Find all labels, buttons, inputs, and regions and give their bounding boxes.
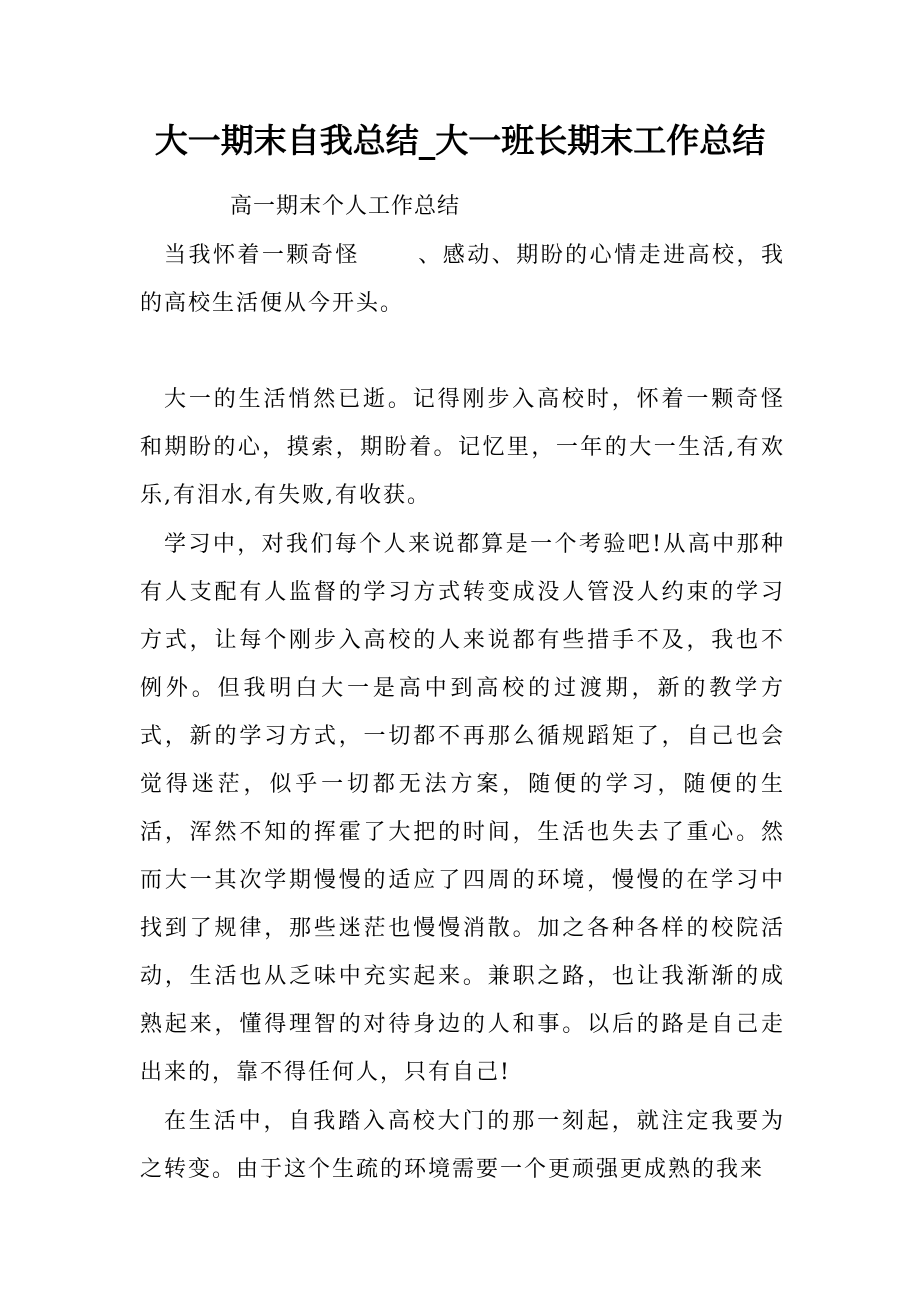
document-title: 大一期末自我总结_大一班长期末工作总结 (154, 121, 766, 160)
paragraph-2: 大一的生活悄然已逝。记得刚步入高校时，怀着一颗奇怪和期盼的心，摸索，期盼着。记忆里，一年的大一生活,有欢乐,有泪水,有失败,有收获。 (140, 387, 785, 508)
paragraph-1-part-2: 、感动、期盼的心情走进高校，我的高校生活便从今开头。 (140, 243, 785, 316)
paragraph-1-part-1: 当我怀着一颗奇怪 (164, 243, 360, 268)
paragraph-1 (140, 232, 785, 328)
paragraph-3: 学习中，对我们每个人来说都算是一个考验吧!从高中那种有人支配有人监督的学习方式转变成没人管没人约束的学习方式，让每个刚步入高校的人来说都有些措手不及，我也不例外。但我明白大一是高中到高校的过渡期，新的教学方式，新的学习方式，一切都不再那么循规蹈矩了，自己也会觉得迷茫，似乎一切都无法方案，随便的学习，随便的生活，浑然不知的挥霍了大把的时间，生活也失去了重心。然而大一其次学期慢慢的适应了四周的环境，慢慢的在学习中找到了规律，那些迷茫也慢慢消散。加之各种各样的校院活动，生活也从乏味中充实起来。兼职之路，也让我渐渐的成熟起来，懂得理智的对待身边的人和事。以后的路是自己走出来的，靠不得任何人，只有自己! (140, 532, 785, 1085)
paragraph-4: 在生活中，自我踏入高校大门的那一刻起，就注定我要为之转变。由于这个生疏的环境需要一个更顽强更成熟的我来 (140, 1109, 785, 1182)
document-subtitle: 高一期末个人工作总结 (230, 194, 461, 219)
